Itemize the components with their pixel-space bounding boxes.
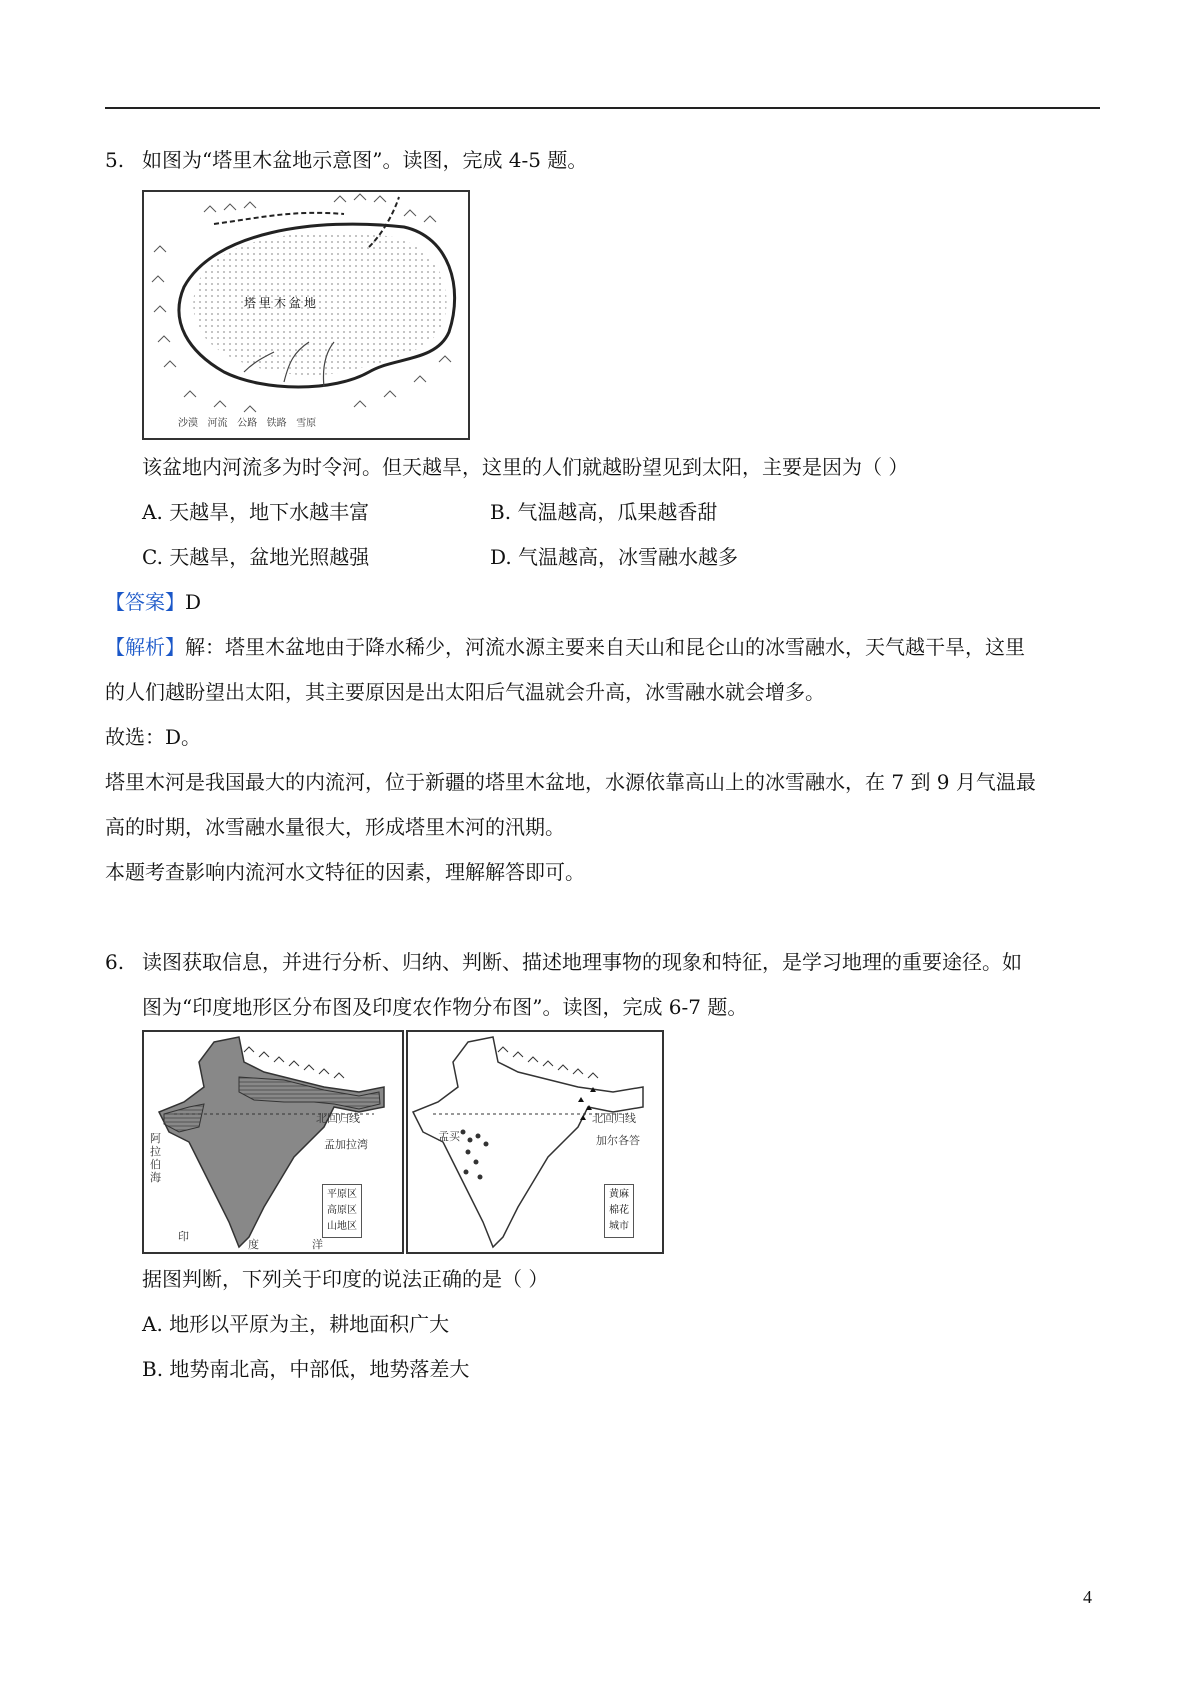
- analysis-line-2: 的人们越盼望出太阳，其主要原因是出太阳后气温就会升高，冰雪融水就会增多。: [105, 680, 825, 704]
- legend-railway: 铁路: [266, 418, 287, 429]
- crop-legend: [604, 1184, 634, 1238]
- question-5-number: 5.: [105, 148, 125, 172]
- tarim-basin-map-drawing: [144, 192, 468, 438]
- cotton-dot: [478, 1175, 483, 1180]
- question-6-stem-1: 读图获取信息，并进行分析、归纳、判断、描述地理事物的现象和特征，是学习地理的重要途径。如: [142, 950, 1022, 974]
- answer-value: D: [185, 590, 202, 614]
- india-crop-map: [406, 1030, 664, 1254]
- label-ocean-3: 洋: [312, 1238, 323, 1251]
- option-5d: D. 气温越高，冰雪融水越多: [490, 545, 739, 569]
- analysis-line-1: [105, 633, 1025, 661]
- legend-road: 公路: [237, 418, 258, 429]
- question-6-number: 6.: [105, 950, 125, 974]
- question-5-stem: 如图为“塔里木盆地示意图”。读图，完成 4-5 题。: [142, 148, 588, 172]
- legend-plateau: 高原区: [327, 1205, 357, 1216]
- page-number: 4: [1083, 1587, 1092, 1607]
- cotton-dot: [464, 1170, 469, 1175]
- label-tropic-right: 北回归线: [592, 1112, 636, 1125]
- mountains-north: [204, 194, 436, 222]
- option-5b: B. 气温越高，瓜果越香甜: [490, 500, 718, 524]
- analysis-line-4: 塔里木河是我国最大的内流河，位于新疆的塔里木盆地，水源依靠高山上的冰雪融水，在 7 到 9 月气温最: [105, 770, 1036, 794]
- label-city-kolkata: 加尔各答: [596, 1134, 640, 1147]
- cotton-dot: [474, 1160, 479, 1165]
- label-tropic-left: 北回归线: [316, 1112, 360, 1125]
- terrain-legend: [322, 1184, 362, 1238]
- legend-plain: 平原区: [327, 1189, 357, 1200]
- option-5a: A. 天越旱，地下水越丰富: [142, 500, 370, 524]
- cotton-dot: [484, 1142, 489, 1147]
- label-bay: 孟加拉湾: [324, 1138, 368, 1151]
- legend-snow: 雪原: [296, 418, 317, 429]
- legend-mountain: 山地区: [327, 1221, 357, 1232]
- question-6-text: 据图判断，下列关于印度的说法正确的是（ ）: [142, 1267, 549, 1291]
- cotton-dot: [461, 1130, 466, 1135]
- label-arabian-sea: 阿拉伯海: [150, 1132, 161, 1184]
- question-6-stem-2: 图为“印度地形区分布图及印度农作物分布图”。读图，完成 6-7 题。: [142, 995, 748, 1019]
- cotton-dot: [476, 1134, 481, 1139]
- legend-river: 河流: [207, 418, 228, 429]
- question-5-text: 该盆地内河流多为时令河。但天越旱，这里的人们就越盼望见到太阳，主要是因为（ ）: [142, 455, 909, 479]
- option-5c: C. 天越旱，盆地光照越强: [142, 545, 370, 569]
- header-rule: [105, 107, 1100, 109]
- analysis-line-3: 故选：D。: [105, 725, 202, 749]
- legend-cotton: 棉花: [609, 1205, 629, 1216]
- analysis-line-5: 高的时期，冰雪融水量很大，形成塔里木河的汛期。: [105, 815, 565, 839]
- label-city-mumbai: 孟买: [438, 1130, 460, 1143]
- basin-label: 塔 里 木 盆 地: [244, 296, 317, 310]
- cotton-dot: [466, 1150, 471, 1155]
- tarim-legend: [178, 414, 316, 429]
- analysis-text-1: 解：塔里木盆地由于降水稀少，河流水源主要来自天山和昆仑山的冰雪融水，天气越干旱，这里: [185, 635, 1025, 659]
- analysis-tag: 【解析】: [105, 635, 185, 659]
- legend-jute: 黄麻: [609, 1189, 629, 1200]
- legend-city: 城市: [609, 1221, 629, 1232]
- analysis-line-6: 本题考查影响内流河水文特征的因素，理解解答即可。: [105, 860, 585, 884]
- legend-desert: 沙漠: [178, 418, 198, 429]
- cotton-dot: [468, 1138, 473, 1143]
- option-6a: A. 地形以平原为主，耕地面积广大: [142, 1312, 450, 1336]
- answer-5: [105, 588, 201, 616]
- india-terrain-map: [142, 1030, 404, 1254]
- desert-area: [193, 233, 446, 376]
- option-6b: B. 地势南北高，中部低，地势落差大: [142, 1357, 470, 1381]
- mountains-west: [152, 246, 176, 367]
- label-ocean-2: 度: [248, 1238, 259, 1251]
- tarim-basin-map: [142, 190, 470, 440]
- label-ocean-1: 印: [178, 1230, 189, 1243]
- answer-tag: 【答案】: [105, 590, 185, 614]
